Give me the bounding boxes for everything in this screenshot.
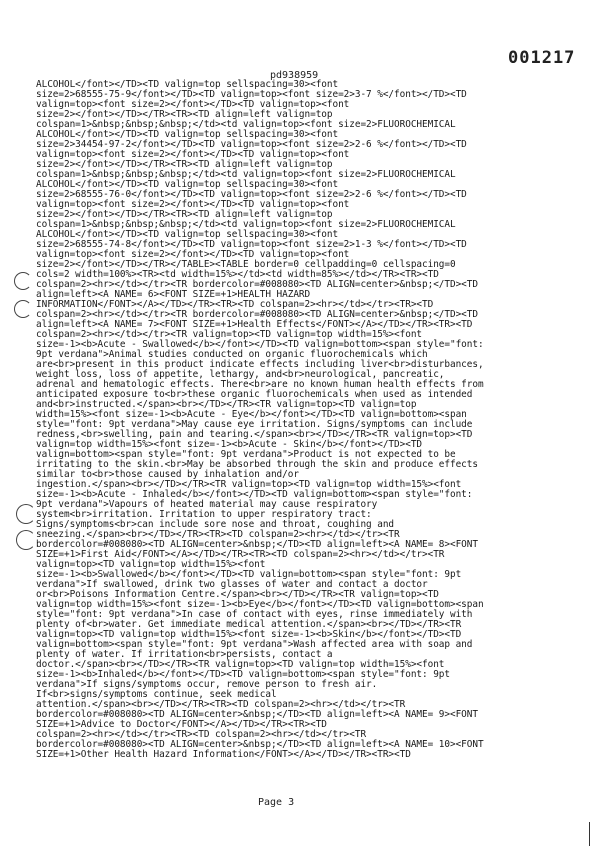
text-line: adrenal and hematologic effects. There<br>are no known human health effects from: [36, 379, 484, 390]
text-line: colspan=2><hr></td></tr><TR bordercolor=#008080><TD ALIGN=center>&nbsp;</TD><TD: [36, 279, 478, 290]
text-line: sneezing.</span><br></TD></TR><TR><TD colspan=2><hr></td></tr><TR: [36, 529, 400, 540]
text-line: ALCOHOL</font></TD><TD valign=top sellspacing=30><font: [36, 179, 339, 190]
text-line: bordercolor=#008080><TD ALIGN=center>&nbsp;</TD><TD align=left><A NAME= 10><FONT: [36, 739, 484, 750]
text-line: or<br>Poisons Information Centre.</span><br></TD></TR><TR valign=top><TD: [36, 589, 439, 600]
text-line: size=-1><b>Inhaled</b></font></TD><TD valign=bottom><span style="font: 9pt: [36, 669, 450, 680]
text-line: attention.</span><br></TD></TR><TR><TD colspan=2><hr></td></tr><TR: [36, 699, 406, 710]
text-line: valign=top><font size=2></font></TD><TD valign=top><font: [36, 249, 350, 260]
text-line: plenty of<br>water. Get immediate medical attention.</span><br></TD></TR><TR: [36, 619, 462, 630]
text-line: If<br>signs/symptoms continue, seek medical: [36, 689, 277, 700]
text-line: size=-1><b>Acute - Inhaled</b></font></TD><TD valign=bottom><span style="font:: [36, 489, 473, 500]
text-line: size=2></font></TD></TR><TR><TD align=left valign=top: [36, 109, 333, 120]
text-line: colspan=1>&nbsp;&nbsp;&nbsp;</td><td valign=top><font size=2>FLUOROCHEMICAL: [36, 219, 456, 230]
text-line: SIZE=+1>Advice to Doctor</FONT></A></TD></TR><TR><TD: [36, 719, 327, 730]
text-line: colspan=2><hr></td></tr><TR valign=top><TD valign=top width=15%><font: [36, 329, 423, 340]
text-line: ALCOHOL</font></TD><TD valign=top sellspacing=30><font: [36, 79, 339, 90]
text-line: verdana">If signs/symptoms occur, remove person to fresh air.: [36, 679, 378, 690]
text-line: size=2>68555-76-0</font></TD><TD valign=top><font size=2>2-6 %</font></TD><TD: [36, 189, 467, 200]
text-line: valign=top><font size=2></font></TD><TD valign=top><font: [36, 99, 350, 110]
text-line: weight loss, loss of appetite, lethargy, and<br>neurological, pancreatic,: [36, 369, 445, 380]
text-line: size=2></font></TD></TR><TR><TD align=left valign=top: [36, 159, 333, 170]
text-line: size=2></font></TD></TR><TR><TD align=left valign=top: [36, 209, 333, 220]
text-line: plenty of water. If irritation<br>persists, contact a: [36, 649, 333, 660]
text-line: size=-1><b>Acute - Swallowed</b></font></TD><TD valign=bottom><span style="font:: [36, 339, 484, 350]
text-line: doctor.</span><br></TD></TR><TR valign=top><TD valign=top width=15%><font: [36, 659, 445, 670]
text-line: bordercolor=#008080><TD ALIGN=center>&nbsp;</TD><TD align=left><A NAME= 8><FONT: [36, 539, 478, 550]
page-number: Page 3: [258, 797, 295, 808]
text-line: valign=bottom><span style="font: 9pt verdana">Product is not expected to be: [36, 449, 456, 460]
text-line: SIZE=+1>First Aid</FONT></A></TD></TR><TR><TD colspan=2><hr></td></tr><TR: [36, 549, 445, 560]
text-line: colspan=2><hr></td></tr><TR><TD colspan=2><hr></td></tr><TR: [36, 729, 367, 740]
punch-hole-mark: [16, 530, 36, 550]
text-line: style="font: 9pt verdana">In case of contact with eyes, rinse immediately with: [36, 609, 473, 620]
text-line: valign=top><font size=2></font></TD><TD valign=top><font: [36, 149, 350, 160]
text-line: size=2>68555-75-9</font></TD><TD valign=top><font size=2>3-7 %</font></TD><TD: [36, 89, 467, 100]
text-line: style="font: 9pt verdana">May cause eye irritation. Signs/symptoms can include: [36, 419, 473, 430]
text-line: size=2></font></TD></TR></TABLE><TABLE border=0 cellpadding=0 cellspacing=0: [36, 259, 456, 270]
text-line: 9pt verdana">Animal studies conducted on organic fluorochemicals which: [36, 349, 428, 360]
text-line: SIZE=+1>Other Health Hazard Information</FONT></A></TD></TR><TR><TD: [36, 749, 411, 760]
text-line: and<br>instructed.</span><br></TD></TR><TR valign=top><TD valign=top: [36, 399, 417, 410]
punch-hole-mark: [14, 272, 32, 290]
punch-hole-mark: [16, 504, 36, 524]
text-line: size=-1><b>Swallowed</b></font></TD><TD valign=bottom><span style="font: 9pt: [36, 569, 462, 580]
text-line: size=2>34454-97-2</font></TD><TD valign=top><font size=2>2-6 %</font></TD><TD: [36, 139, 467, 150]
text-line: similar to<br>those caused by inhalation and/or: [36, 469, 299, 480]
text-line: colspan=2><hr></td></tr><TR bordercolor=#008080><TD ALIGN=center>&nbsp;</TD><TD: [36, 309, 478, 320]
text-line: ALCOHOL</font></TD><TD valign=top sellspacing=30><font: [36, 229, 339, 240]
text-line: Signs/symptoms<br>can include sore nose and throat, coughing and: [36, 519, 395, 530]
text-line: INFORMATION</FONT></A></TD></TR><TR><TD colspan=2><hr></td></tr><TR><TD: [36, 299, 434, 310]
text-line: are<br>present in this product indicate effects including liver<br>disturbances,: [36, 359, 484, 370]
text-line: valign=top><TD valign=top width=15%><font: [36, 559, 266, 570]
document-id: pd938959: [270, 70, 319, 81]
text-line: valign=top width=15%><font size=-1><b>Eye</b></font></TD><TD valign=bottom><span: [36, 599, 484, 610]
text-line: redness,<br>swelling, pain and tearing.</span><br></TD></TR><TR valign=top><TD: [36, 429, 473, 440]
text-line: bordercolor=#008080><TD ALIGN=center>&nbsp;</TD><TD align=left><A NAME= 9><FONT: [36, 709, 478, 720]
text-line: colspan=1>&nbsp;&nbsp;&nbsp;</td><td valign=top><font size=2>FLUOROCHEMICAL: [36, 169, 456, 180]
text-line: valign=bottom><span style="font: 9pt verdana">Wash affected area with soap and: [36, 639, 473, 650]
text-line: width=15%><font size=-1><b>Acute - Eye</b></font></TD><TD valign=bottom><span: [36, 409, 467, 420]
text-line: system<br>irritation. Irritation to upper respiratory tract:: [36, 509, 372, 520]
text-line: size=2>68555-74-8</font></TD><TD valign=top><font size=2>1-3 %</font></TD><TD: [36, 239, 467, 250]
text-line: cols=2 width=100%><TR><td width=15%></td><td width=85%></td></TR><TR><TD: [36, 269, 439, 280]
text-line: ALCOHOL</font></TD><TD valign=top sellspacing=30><font: [36, 129, 339, 140]
document-number: 001217: [508, 48, 576, 68]
text-line: colspan=1>&nbsp;&nbsp;&nbsp;</td><td valign=top><font size=2>FLUOROCHEMICAL: [36, 119, 456, 130]
text-line: align=left><A NAME= 6><FONT SIZE=+1>HEALTH HAZARD: [36, 289, 311, 300]
text-line: irritating to the skin.<br>May be absorbed through the skin and produce effects: [36, 459, 478, 470]
text-line: align=left><A NAME= 7><FONT SIZE=+1>Health Effects</FONT></A></TD></TR><TR><TD: [36, 319, 473, 330]
text-line: valign=top><TD valign=top width=15%><font size=-1><b>Skin</b></font></TD><TD: [36, 629, 462, 640]
punch-hole-mark: [14, 300, 32, 318]
text-line: valign=top><font size=2></font></TD><TD valign=top><font: [36, 199, 350, 210]
text-line: ingestion.</span><br></TD></TR><TR valign=top><TD valign=top width=15%><font: [36, 479, 462, 490]
html-source-text-block: [36, 80, 596, 760]
text-line: anticipated exposure to<br>these organic fluorochemicals when used as intended: [36, 389, 473, 400]
text-line: valign=top width=15%><font size=-1><b>Acute - Skin</b></font></TD><TD: [36, 439, 423, 450]
scan-edge-mark: [589, 822, 590, 846]
text-line: 9pt verdana">Vapours of heated material may cause respiratory: [36, 499, 378, 510]
text-line: verdana">If swallowed, drink two glasses of water and contact a doctor: [36, 579, 428, 590]
